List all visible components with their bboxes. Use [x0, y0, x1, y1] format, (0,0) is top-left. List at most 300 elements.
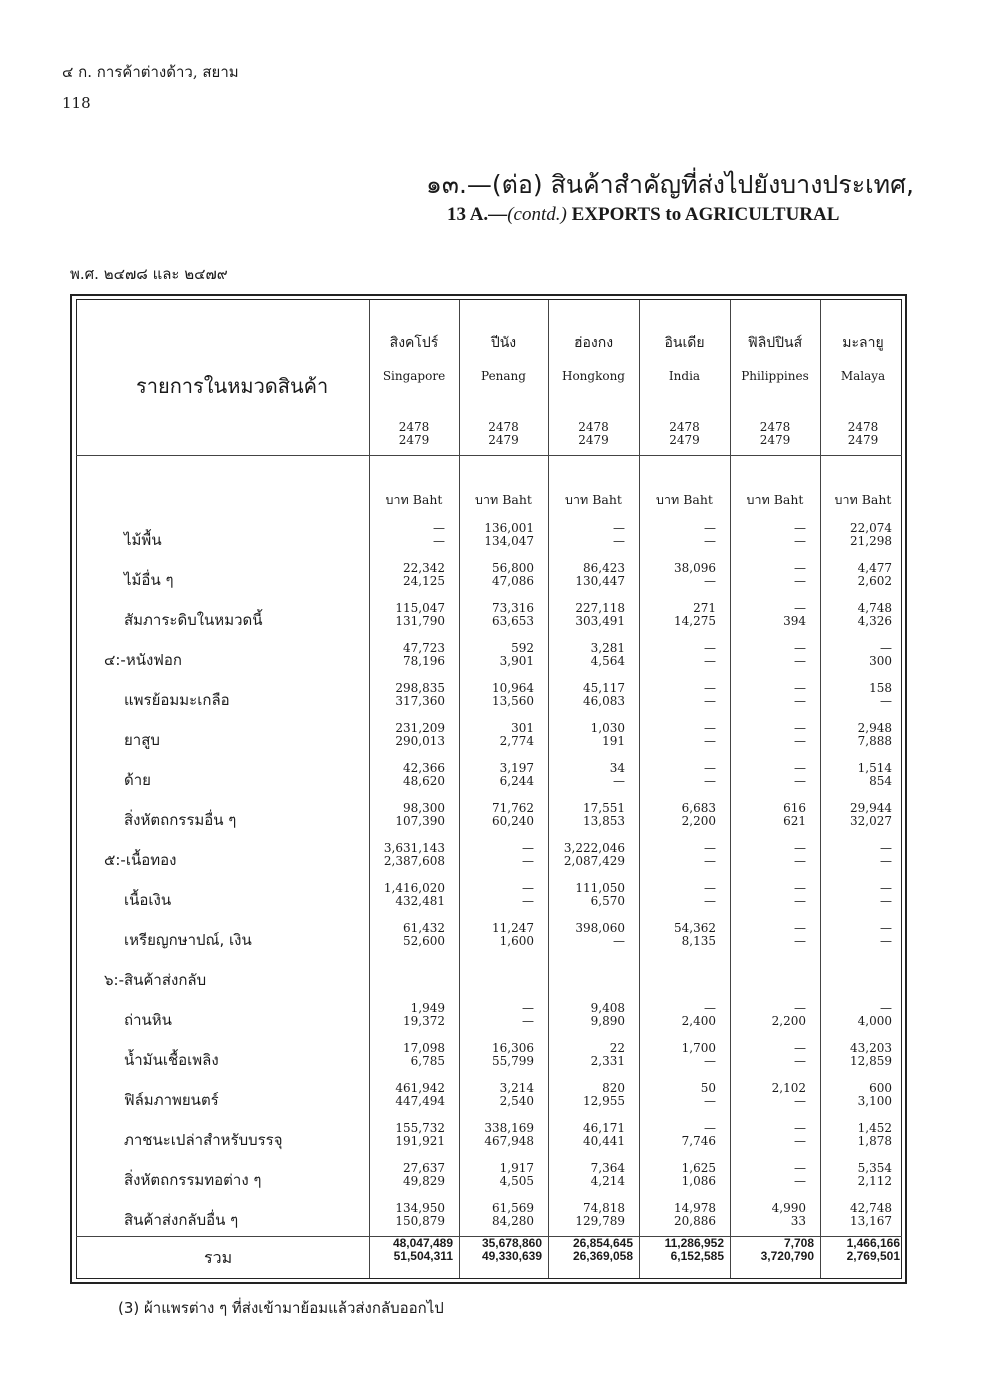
header-rule: [76, 455, 902, 456]
row-label: เนื้อเงิน: [124, 891, 172, 909]
column-years: [820, 421, 906, 447]
value-2478: —: [522, 1001, 534, 1015]
column-years: [459, 421, 548, 447]
title-english: [447, 204, 839, 226]
value-2479: 52,600: [403, 934, 445, 948]
table-cell: [459, 562, 534, 588]
value-2478: 461,942: [395, 1081, 445, 1095]
table-cell: [459, 1122, 534, 1148]
value-2478: 11,247: [492, 921, 534, 935]
value-2479: 4,214: [590, 1174, 625, 1188]
table-cell: [639, 682, 716, 708]
unit-label: บาท Baht: [385, 492, 443, 507]
table-cell: [820, 802, 892, 828]
total-cell: [730, 1237, 814, 1263]
total-2478: 1,466,166: [846, 1236, 900, 1250]
year-first: 2478: [398, 420, 430, 434]
table-cell: [459, 1202, 534, 1228]
value-2478: —: [794, 881, 806, 895]
value-2478: 47,723: [403, 641, 445, 655]
table-cell: [820, 922, 892, 948]
value-2479: 317,360: [395, 694, 445, 708]
table-cell: [548, 722, 625, 748]
table-cell: [459, 1042, 534, 1068]
table-cell: [820, 602, 892, 628]
total-cell: [369, 1237, 453, 1263]
value-2478: 17,098: [403, 1041, 445, 1055]
table-cell: [730, 882, 806, 908]
value-2479: 303,491: [575, 614, 625, 628]
value-2479: 2,774: [499, 734, 534, 748]
years-line: พ.ศ. ๒๔๗๘ และ ๒๔๗๙: [70, 265, 228, 283]
value-2479: 14,275: [674, 614, 716, 628]
table-cell: [548, 602, 625, 628]
table-cell: [369, 882, 445, 908]
value-2478: —: [794, 601, 806, 615]
value-2479: —: [880, 934, 892, 948]
table-cell: [639, 802, 716, 828]
value-2478: 56,800: [492, 561, 534, 575]
table-cell: [548, 642, 625, 668]
value-2479: 1,086: [681, 1174, 716, 1188]
row-label: ภาชนะเปล่าสำหรับบรรจุ: [124, 1131, 283, 1149]
total-cell: [548, 1237, 633, 1263]
table-cell: [639, 642, 716, 668]
value-2478: —: [794, 921, 806, 935]
value-2479: 2,400: [681, 1014, 716, 1028]
table-cell: [639, 762, 716, 788]
value-2478: 22: [609, 1041, 625, 1055]
value-2479: 78,196: [403, 654, 445, 668]
value-2479: —: [794, 774, 806, 788]
value-2479: 6,244: [499, 774, 534, 788]
table-cell: [730, 1162, 806, 1188]
value-2478: 29,944: [850, 801, 892, 815]
value-2478: —: [704, 681, 716, 695]
value-2478: —: [880, 921, 892, 935]
column-header-english: India: [668, 369, 701, 383]
value-2479: 12,859: [850, 1054, 892, 1068]
value-2478: 17,551: [583, 801, 625, 815]
value-2479: 191,921: [395, 1134, 445, 1148]
unit-label: บาท Baht: [565, 492, 622, 507]
table-cell: [730, 562, 806, 588]
value-2478: —: [794, 521, 806, 535]
table-cell: [548, 682, 625, 708]
value-2479: 19,372: [403, 1014, 445, 1028]
value-2478: 9,408: [590, 1001, 625, 1015]
table-cell: [639, 1162, 716, 1188]
table-cell: [730, 642, 806, 668]
table-cell: [639, 602, 716, 628]
row-label: เหรียญกษาปณ์, เงิน: [124, 931, 252, 949]
value-2478: 1,917: [499, 1161, 534, 1175]
value-2478: 4,748: [857, 601, 892, 615]
year-second: 2479: [398, 433, 430, 447]
value-2478: 7,364: [590, 1161, 625, 1175]
table-cell: [730, 1082, 806, 1108]
value-2478: 4,477: [857, 561, 892, 575]
value-2478: 820: [602, 1081, 625, 1095]
row-label: สินค้าส่งกลับอื่น ๆ: [124, 1211, 239, 1229]
column-header-english: Hongkong: [561, 369, 625, 383]
column-header-english: Singapore: [382, 369, 446, 383]
value-2478: —: [704, 841, 716, 855]
table-cell: [730, 722, 806, 748]
table-cell: [820, 1162, 892, 1188]
value-2478: —: [704, 761, 716, 775]
value-2478: 398,060: [575, 921, 625, 935]
row-label: ๔:-หนังฟอก: [104, 651, 182, 669]
value-2478: —: [613, 521, 625, 535]
value-2479: —: [794, 1134, 806, 1148]
value-2478: 22,342: [403, 561, 445, 575]
table-cell: [548, 842, 625, 868]
table-cell: [548, 882, 625, 908]
table-cell: [639, 842, 716, 868]
value-2479: 2,331: [590, 1054, 625, 1068]
value-2479: —: [704, 774, 716, 788]
table-cell: [459, 1002, 534, 1028]
value-2479: 4,564: [590, 654, 625, 668]
value-2478: 10,964: [492, 681, 534, 695]
unit-label: บาท Baht: [834, 492, 892, 507]
table-cell: [730, 762, 806, 788]
value-2479: 13,560: [492, 694, 534, 708]
value-2478: 42,366: [403, 761, 445, 775]
table-cell: [548, 522, 625, 548]
value-2478: 54,362: [674, 921, 716, 935]
value-2478: —: [704, 641, 716, 655]
table-cell: [459, 522, 534, 548]
row-label: ยาสูบ: [124, 731, 160, 749]
table-cell: [369, 602, 445, 628]
value-2479: 12,955: [583, 1094, 625, 1108]
value-2479: 432,481: [395, 894, 445, 908]
table-cell: [820, 682, 892, 708]
value-2479: 55,799: [492, 1054, 534, 1068]
value-2478: 1,949: [410, 1001, 445, 1015]
value-2479: 1,600: [499, 934, 534, 948]
value-2478: 155,732: [395, 1121, 445, 1135]
table-cell: [820, 722, 892, 748]
table-cell: [459, 762, 534, 788]
value-2479: 20,886: [674, 1214, 716, 1228]
total-2478: 48,047,489: [392, 1236, 453, 1250]
table-cell: [369, 682, 445, 708]
value-2479: 4,000: [857, 1014, 892, 1028]
value-2479: —: [794, 734, 806, 748]
total-2479: 51,504,311: [393, 1249, 453, 1263]
value-2478: 227,118: [575, 601, 625, 615]
table-cell: [730, 1002, 806, 1028]
value-2479: 48,620: [403, 774, 445, 788]
value-2478: —: [704, 1001, 716, 1015]
value-2478: 231,209: [395, 721, 445, 735]
value-2478: —: [794, 761, 806, 775]
table-cell: [639, 1002, 716, 1028]
value-2479: 47,086: [492, 574, 534, 588]
value-2478: 136,001: [484, 521, 534, 535]
unit-label: บาท Baht: [475, 492, 532, 507]
value-2479: —: [522, 854, 534, 868]
column-header-thai: อินเดีย: [664, 335, 705, 351]
value-2479: 4,505: [499, 1174, 534, 1188]
value-2479: —: [522, 894, 534, 908]
value-2478: 158: [869, 681, 892, 695]
value-2478: —: [704, 881, 716, 895]
value-2479: 46,083: [583, 694, 625, 708]
table-cell: [639, 882, 716, 908]
table-cell: [369, 642, 445, 668]
year-first: 2478: [847, 420, 879, 434]
total-2478: 7,708: [783, 1236, 814, 1250]
table-cell: [820, 1042, 892, 1068]
row-label: ฟิล์มภาพยนตร์: [124, 1091, 219, 1109]
value-2478: 14,978: [674, 1201, 716, 1215]
table-cell: [369, 922, 445, 948]
table-cell: [820, 842, 892, 868]
value-2479: 2,200: [771, 1014, 806, 1028]
value-2478: 592: [511, 641, 534, 655]
value-2478: 301: [511, 721, 534, 735]
value-2478: 111,050: [575, 881, 625, 895]
year-first: 2478: [578, 420, 609, 434]
table-cell: [820, 642, 892, 668]
table-cell: [730, 1122, 806, 1148]
table-cell: [369, 1082, 445, 1108]
value-2479: —: [794, 1054, 806, 1068]
value-2478: 2,948: [857, 721, 892, 735]
table-cell: [730, 802, 806, 828]
value-2479: —: [794, 1094, 806, 1108]
table-cell: [730, 602, 806, 628]
value-2479: 131,790: [395, 614, 445, 628]
value-2478: 46,171: [583, 1121, 625, 1135]
value-2478: 115,047: [395, 601, 445, 615]
year-second: 2479: [759, 433, 791, 447]
table-cell: [730, 682, 806, 708]
value-2479: —: [880, 694, 892, 708]
value-2478: 98,300: [403, 801, 445, 815]
value-2478: —: [794, 681, 806, 695]
value-2479: —: [794, 654, 806, 668]
table-cell: [459, 602, 534, 628]
value-2478: —: [794, 721, 806, 735]
value-2478: —: [522, 841, 534, 855]
value-2479: 6,785: [410, 1054, 445, 1068]
value-2479: —: [794, 1174, 806, 1188]
value-2478: 1,514: [857, 761, 892, 775]
value-2478: 1,030: [590, 721, 625, 735]
table-cell: [639, 1042, 716, 1068]
value-2479: —: [704, 654, 716, 668]
column-header-english: Malaya: [840, 369, 886, 383]
value-2478: —: [794, 1161, 806, 1175]
value-2478: 2,102: [771, 1081, 806, 1095]
value-2479: —: [794, 854, 806, 868]
table-cell: [820, 762, 892, 788]
title-en-suffix: EXPORTS to AGRICULTURAL: [566, 204, 840, 225]
value-2478: —: [880, 881, 892, 895]
value-2479: —: [613, 534, 625, 548]
value-2479: —: [794, 894, 806, 908]
value-2478: 34: [609, 761, 625, 775]
value-2479: —: [794, 934, 806, 948]
value-2478: 4,990: [771, 1201, 806, 1215]
value-2479: —: [794, 534, 806, 548]
value-2479: 290,013: [395, 734, 445, 748]
value-2479: —: [704, 1094, 716, 1108]
value-2478: 16,306: [492, 1041, 534, 1055]
value-2478: 74,818: [583, 1201, 625, 1215]
table-cell: [548, 562, 625, 588]
value-2479: 621: [783, 814, 806, 828]
table-cell: [459, 1162, 534, 1188]
value-2479: —: [433, 534, 445, 548]
total-2478: 26,854,645: [572, 1236, 633, 1250]
value-2478: 338,169: [484, 1121, 534, 1135]
table-cell: [639, 1202, 716, 1228]
value-2478: 42,748: [850, 1201, 892, 1215]
total-2479: 2,769,501: [846, 1249, 900, 1263]
table-cell: [820, 882, 892, 908]
table-cell: [548, 1202, 625, 1228]
table-cell: [820, 1202, 892, 1228]
row-label: ถ่านหิน: [124, 1011, 172, 1029]
value-2479: 7,746: [681, 1134, 716, 1148]
value-2479: 107,390: [395, 814, 445, 828]
total-cell: [459, 1237, 542, 1263]
value-2478: 86,423: [583, 561, 625, 575]
table-cell: [369, 1122, 445, 1148]
value-2478: 3,197: [499, 761, 534, 775]
value-2478: —: [433, 521, 445, 535]
value-2479: 300: [869, 654, 892, 668]
table-cell: [730, 922, 806, 948]
column-header-thai: ปีนัง: [490, 335, 517, 351]
row-label: ไม้พื้น: [124, 531, 162, 549]
value-2479: —: [880, 854, 892, 868]
row-label: ๕:-เนื้อทอง: [104, 851, 177, 869]
total-2479: 26,369,058: [572, 1249, 633, 1263]
total-2479: 49,330,639: [481, 1249, 542, 1263]
value-2479: 4,326: [857, 614, 892, 628]
table-cell: [820, 562, 892, 588]
value-2478: —: [880, 841, 892, 855]
table-cell: [639, 1122, 716, 1148]
title-en-prefix: 13 A.—: [447, 204, 508, 225]
title-en-italic: (contd.): [507, 204, 567, 225]
value-2478: 1,625: [681, 1161, 716, 1175]
total-2478: 11,286,952: [664, 1236, 724, 1250]
value-2478: 271: [693, 601, 716, 615]
table-cell: [730, 1202, 806, 1228]
value-2478: 71,762: [492, 801, 534, 815]
year-first: 2478: [759, 420, 791, 434]
value-2479: 13,853: [583, 814, 625, 828]
value-2479: 7,888: [857, 734, 892, 748]
title-thai: ๑๓.—(ต่อ) สินค้าสำคัญที่ส่งไปยังบางประเทศ,: [426, 170, 914, 199]
table-cell: [548, 762, 625, 788]
table-cell: [459, 682, 534, 708]
value-2479: 63,653: [492, 614, 534, 628]
value-2479: —: [704, 574, 716, 588]
value-2479: —: [522, 1014, 534, 1028]
value-2478: 45,117: [583, 681, 625, 695]
value-2478: 616: [783, 801, 806, 815]
value-2479: —: [704, 854, 716, 868]
value-2478: 6,683: [681, 801, 716, 815]
row-label: สิ่งหัตถกรรมทอต่าง ๆ: [124, 1171, 262, 1189]
value-2479: 467,948: [484, 1134, 534, 1148]
value-2479: 84,280: [492, 1214, 534, 1228]
value-2478: —: [522, 881, 534, 895]
value-2479: 3,100: [857, 1094, 892, 1108]
value-2478: 298,835: [395, 681, 445, 695]
value-2478: 22,074: [850, 521, 892, 535]
value-2479: 33: [790, 1214, 806, 1228]
table-cell: [730, 1042, 806, 1068]
table-cell: [459, 922, 534, 948]
value-2478: —: [794, 561, 806, 575]
value-2479: 32,027: [850, 814, 892, 828]
value-2478: —: [794, 1001, 806, 1015]
value-2479: 13,167: [850, 1214, 892, 1228]
value-2478: 43,203: [850, 1041, 892, 1055]
row-label: ด้าย: [124, 771, 151, 789]
value-2479: 150,879: [395, 1214, 445, 1228]
value-2478: —: [704, 1121, 716, 1135]
table-cell: [639, 562, 716, 588]
table-cell: [730, 522, 806, 548]
column-header-english: Penang: [481, 369, 526, 383]
row-label: ไม้อื่น ๆ: [124, 571, 174, 589]
table-cell: [820, 1002, 892, 1028]
value-2478: 600: [869, 1081, 892, 1095]
value-2479: 6,570: [590, 894, 625, 908]
value-2478: 134,950: [395, 1201, 445, 1215]
value-2479: 129,789: [575, 1214, 625, 1228]
value-2479: 394: [783, 614, 806, 628]
value-2478: —: [794, 641, 806, 655]
value-2479: 1,878: [857, 1134, 892, 1148]
value-2479: 40,441: [583, 1134, 625, 1148]
column-header-thai: สิงคโปร์: [389, 335, 439, 351]
value-2479: 60,240: [492, 814, 534, 828]
value-2478: 5,354: [857, 1161, 892, 1175]
column-header-thai: ฮ่องกง: [573, 335, 614, 351]
page-number: 118: [62, 94, 91, 112]
value-2479: 2,087,429: [563, 854, 625, 868]
table-cell: [639, 722, 716, 748]
value-2479: 21,298: [850, 534, 892, 548]
value-2478: 61,569: [492, 1201, 534, 1215]
year-second: 2479: [578, 433, 609, 447]
value-2479: 447,494: [395, 1094, 445, 1108]
year-first: 2478: [669, 420, 700, 434]
unit-label: บาท Baht: [656, 492, 713, 507]
value-2479: —: [704, 534, 716, 548]
value-2479: 3,901: [499, 654, 534, 668]
total-2479: 6,152,585: [670, 1249, 724, 1263]
value-2479: —: [704, 894, 716, 908]
footnote: (3) ผ้าแพรต่าง ๆ ที่ส่งเข้ามาย้อมแล้วส่งกลับออกไป: [118, 1299, 444, 1317]
value-2479: 2,602: [857, 574, 892, 588]
value-2478: —: [704, 721, 716, 735]
table-cell: [459, 722, 534, 748]
value-2479: 2,200: [681, 814, 716, 828]
